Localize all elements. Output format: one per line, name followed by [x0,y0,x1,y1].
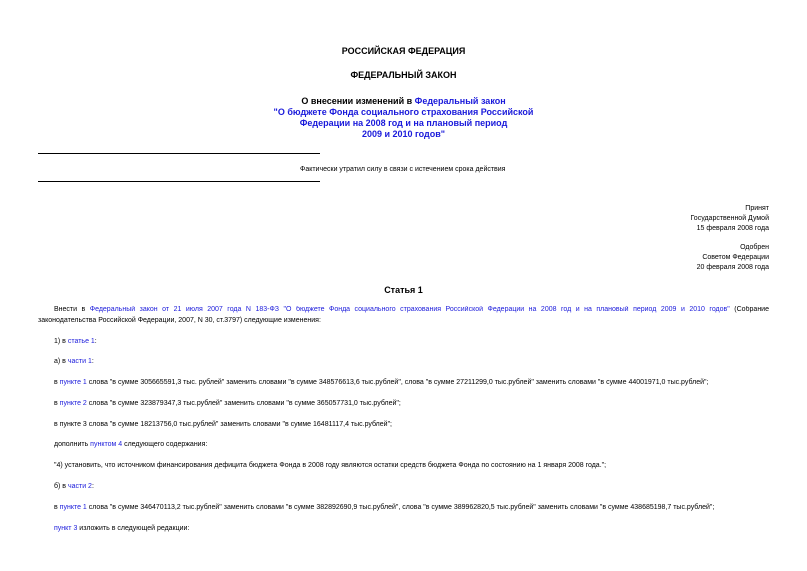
item-a-prefix: а) в [54,358,68,365]
item-a [54,358,94,365]
point-6-text: слова "в сумме 346470113,2 тыс.рублей" заменить словами "в сумме 382892690,9 тыс.рублей", слова "в сумме 389962820,5 тыс.рублей" заменить словами "в сумме 438685198,7 тыс.рублей"; [86,504,715,511]
item-1-link[interactable]: статье 1 [67,338,95,345]
point-2-text: слова "в сумме 323879347,3 тыс.рублей" заменить словами "в сумме 365057731,0 тыс.рублей"; [86,400,401,407]
point-1 [54,379,708,386]
intro-line-2: законодательства Российской Федерации, 2007, N 30, ст.3797) следующие изменения: [38,317,321,324]
article-title: Статья 1 [384,285,423,295]
status-note: Фактически утратил силу в связи с истечением срока действия [300,166,506,173]
point-1-prefix: в [54,379,60,386]
item-b-suffix: : [91,483,94,490]
point-4-link[interactable]: пунктом 4 [90,441,123,448]
point-4-prefix: дополнить [54,441,91,448]
intro-suffix: (Собрание [729,306,769,313]
intro-line-1 [54,306,769,315]
point-2-prefix: в [54,400,60,407]
point-4 [54,441,207,448]
law-type-heading: ФЕДЕРАЛЬНЫЙ ЗАКОН [350,70,457,80]
adoption-council-date: 20 февраля 2008 года [696,264,769,271]
item-b [54,483,94,490]
law-title-line-4[interactable]: 2009 и 2010 годов" [361,129,446,139]
item-b-link[interactable]: части 2 [67,483,92,490]
point-2-link[interactable]: пункте 2 [59,400,87,407]
law-title-line-2[interactable]: "О бюджете Фонда социального страхования Российской [273,107,534,117]
intro-prefix: Внести в [54,306,90,313]
point-7 [54,525,189,532]
point-7-link[interactable]: пункт 3 [54,525,78,532]
intro-law-link[interactable]: Федеральный закон от 21 июля 2007 года N 183-ФЗ "О бюджете Фонда социального страхования Российской Федерации на 2008 год и на плановый период 2009 и 2010 годов" [89,306,730,313]
adoption-council: Советом Федерации [702,254,769,261]
point-4-text: следующего содержания: [122,441,208,448]
item-a-link[interactable]: части 1 [67,358,92,365]
point-1-text: слова "в сумме 305665591,3 тыс. рублей" заменить словами "в сумме 348576613,6 тыс.рублей", слова "в сумме 27211299,0 тыс.рублей" заменить словами "в сумме 44001971,0 тыс.рублей"; [86,379,709,386]
law-title-prefix: О внесении изменений в [301,96,415,106]
point-6-prefix: в [54,504,60,511]
law-title-link[interactable]: Федеральный закон [414,96,506,106]
separator-bottom [38,181,320,182]
separator-top [38,153,320,154]
adoption-accepted: Принят [745,205,769,212]
point-6-link[interactable]: пункте 1 [59,504,87,511]
item-1 [54,338,97,345]
adoption-approved: Одобрен [740,244,769,251]
adoption-duma-date: 15 февраля 2008 года [696,225,769,232]
item-1-prefix: 1) в [54,338,68,345]
item-b-prefix: б) в [54,483,68,490]
adoption-duma: Государственной Думой [690,215,769,222]
point-3: в пункте 3 слова "в сумме 18213756,0 тыс.рублей" заменить словами "в сумме 16481117,4 тыс.рублей"; [54,421,392,428]
federation-heading: РОССИЙСКАЯ ФЕДЕРАЦИЯ [341,46,466,56]
point-6 [54,504,714,511]
point-2 [54,400,401,407]
point-4-content: "4) установить, что источником финансирования дефицита бюджета Фонда в 2008 году являются остатки средств бюджета Фонда по состоянию на 1 января 2008 года."; [54,462,607,469]
law-title-line-1 [0,96,807,106]
item-a-suffix: : [91,358,94,365]
law-title-line-3[interactable]: Федерации на 2008 год и на плановый период [299,118,508,128]
point-1-link[interactable]: пункте 1 [59,379,87,386]
point-7-text: изложить в следующей редакции: [77,525,190,532]
item-1-suffix: : [94,338,97,345]
